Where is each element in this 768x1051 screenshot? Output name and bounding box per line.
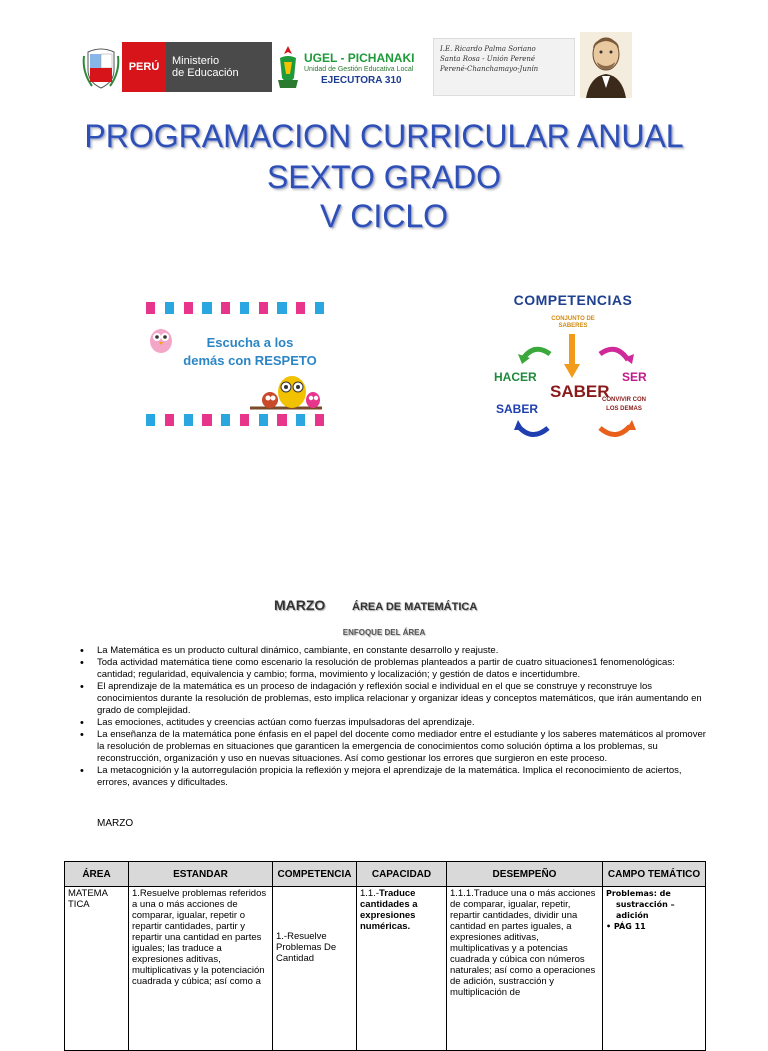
bullet-item: • La metacognición y la autorregulación propicia la reflexión y mejora el aprendizaje de la matemática. Implica el reconocimiento de aciertos, errores, avances y dificultades. [80,765,710,789]
month-heading: MARZO [274,597,326,613]
competencias-convivir: CONVIVIR CON LOS DEMAS [602,397,647,412]
table-row [65,887,706,1051]
cell-competencia: 1.-Resuelve Problemas De Cantidad [273,887,357,1051]
table-header-row [65,862,706,887]
peru-coat-of-arms-icon [80,42,122,92]
competencias-saber-left: SABER [496,402,539,416]
ugel-title: UGEL - PICHANAKI [304,51,415,65]
competencias-title: COMPETENCIAS [513,292,633,308]
owl-family-icon [250,372,322,412]
header-desempeno: DESEMPEÑO [447,862,603,887]
cell-capacidad: 1.1.-Traduce cantidades a expresiones numéricas. [357,887,447,1051]
bullet-item: • La Matemática es un producto cultural dinámico, cambiante, en constante desarrollo y reajuste. [80,645,710,657]
page-title-line-2: SEXTO GRADO [266,159,502,195]
curriculum-table [64,861,706,1051]
enfoque-bullet-list [80,645,710,789]
owl-icon [148,324,174,354]
bullet-item: • La enseñanza de la matemática pone énfasis en el papel del docente como mediador entre el estudiante y los saberes matemáticos al promover la resolución de problemas en situaciones que garanticen la emergencia de conocimientos como solución óptima a los problemas, su reconstrucción, organización y uso en nuevas situaciones. Así como gestionar los errores que surgieron en este proceso. [80,729,710,765]
page-title-line-3: V CICLO [319,198,449,234]
respeto-message: Escucha a los demás con RESPETO [183,335,317,368]
bullet-item: • Toda actividad matemática tiene como escenario la resolución de problemas planteados a partir de cuatro situaciones1 fenomenológicas: cantidad; regularidad, equivalencia y cambio; forma, movimiento y localización; y gestión de datos e incertidumbre. [80,657,710,681]
header-area: ÁREA [65,862,129,887]
ugel-logo [276,42,426,92]
school-card [433,38,575,96]
bullet-item: • El aprendizaje de la matemática es un proceso de indagación y reflexión social e individual en el que se construye y reconstruye los conocimientos durante la resolución de problemas, esto implica relacionar y organizar ideas y conceptos matemáticos, que irán aumentando en grado de complejidad. [80,681,710,717]
portrait-image [580,32,632,98]
cell-campo-tematico: Problemas: de sustracción – adición • PÁG 11 [603,887,706,1051]
competencias-saber-center: SABER [550,382,610,401]
minedu-logo [80,42,272,92]
page-title-line-1: PROGRAMACION CURRICULAR ANUAL [84,118,684,154]
cell-area: MATEMA TICA [65,887,129,1051]
cell-estandar: 1.Resuelve problemas referidos a una o más acciones de comparar, igualar, repetir o repartir cantidades, partir y repartir una cantidad en partes iguales; las traduce a expresiones aditivas, multiplicativas y la potenciación cuadrada y cúbica; así como a [129,887,273,1051]
header-competencia: COMPETENCIA [273,862,357,887]
school-region: Perené-Chanchamayo-Junín [440,65,539,73]
month-label: MARZO [97,818,134,829]
header-estandar: ESTANDAR [129,862,273,887]
banner-stripe-bottom [146,414,324,426]
competencias-hacer: HACER [494,370,537,384]
bullet-item: • Las emociones, actitudes y creencias actúan como fuerzas impulsadoras del aprendizaje. [80,717,710,729]
competencias-diagram-image [492,290,654,446]
peru-label: PERÚ [122,42,166,92]
respeto-banner-image [146,298,324,430]
area-heading: ÁREA DE MATEMÁTICA [352,601,478,613]
school-name: I.E. Ricardo Palma Soriano [440,45,536,53]
competencias-ser: SER [622,370,647,384]
competencias-subtitle: CONJUNTO DE SABERES [551,316,595,329]
ugel-emblem-icon [276,44,300,90]
cell-desempeno: 1.1.1.Traduce una o más acciones de comparar, igualar, repetir, repartir cantidades, dividir una cantidad en partes iguales, a expresiones aditivas, multiplicativas y a potencias cuadrada y cúbica con números naturales; así como a operaciones de adición, sustracción y multiplicación de [447,887,603,1051]
competencias-arrows-icon [492,290,654,446]
banner-stripe-top [146,302,324,314]
ministry-name: Ministerio de Educación [166,42,272,92]
header-campo-tematico: CAMPO TEMÁTICO [603,862,706,887]
school-location: Santa Rosa - Unión Perené [440,55,536,63]
header-capacidad: CAPACIDAD [357,862,447,887]
ugel-executor: EJECUTORA 310 [321,75,402,86]
ugel-subtitle: Unidad de Gestión Educativa Local [304,66,414,73]
enfoque-heading: ENFOQUE DEL ÁREA [342,628,426,637]
